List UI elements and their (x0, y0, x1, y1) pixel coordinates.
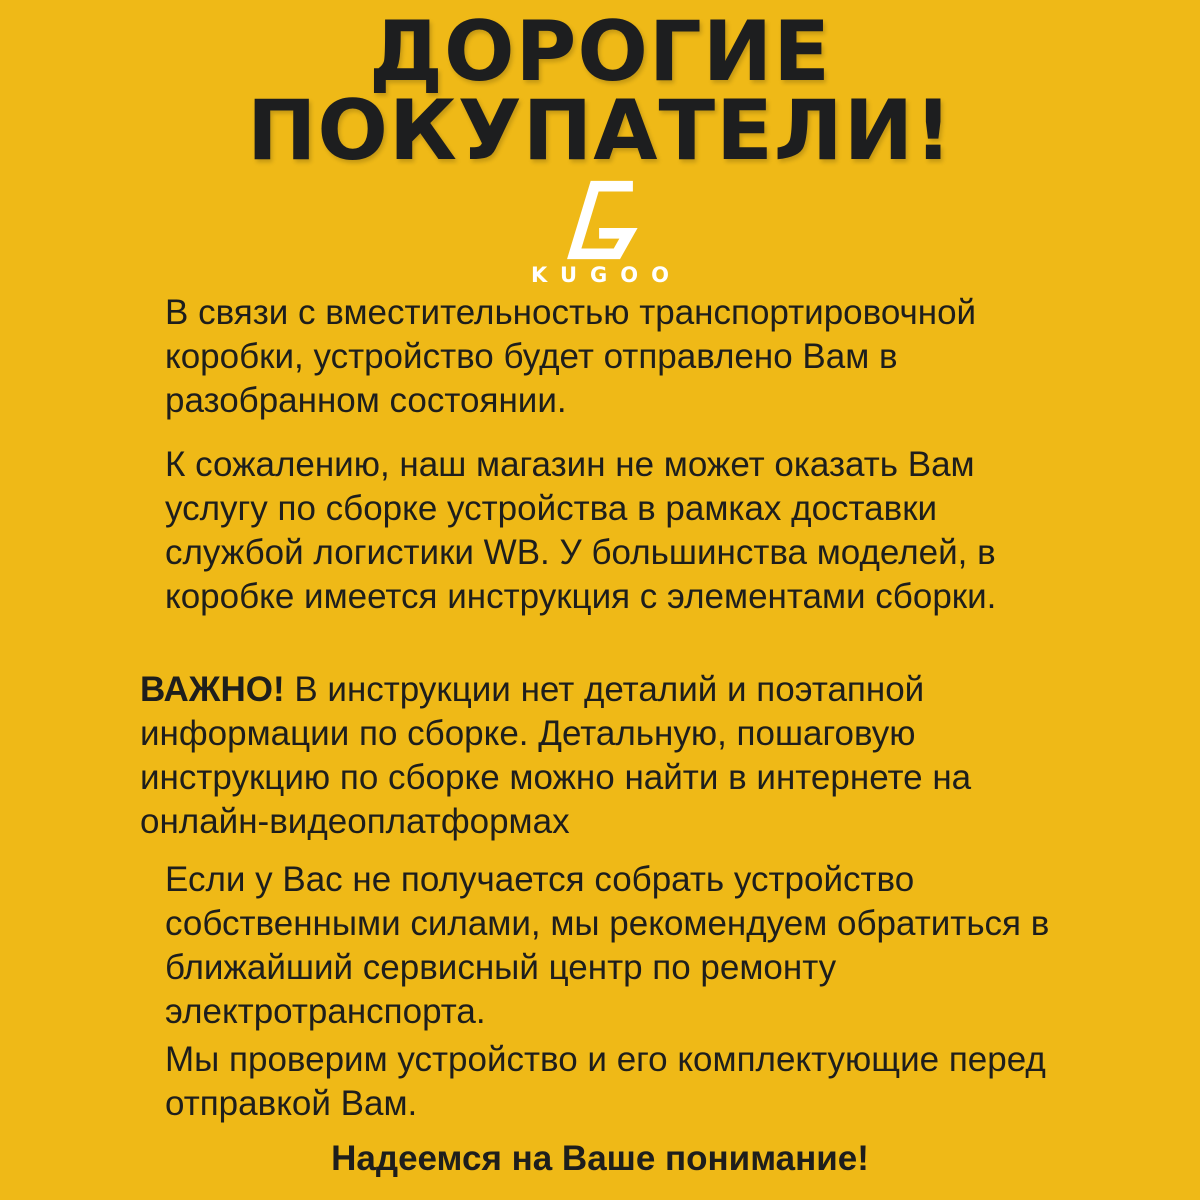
paragraph-important (140, 668, 1070, 844)
page-title-line2: ПОКУПАТЕЛИ! (246, 82, 954, 179)
paragraph-assembly-service: К сожалению, наш магазин не может оказать Вам услугу по сборке устройства в рамках доставки службой логистики WB. У большинства моделей, в коробке имеется инструкция с элементами сборки. (165, 445, 997, 616)
important-label: ВАЖНО! (140, 670, 285, 709)
kugoo-wordmark: KUGOO (531, 263, 682, 287)
paragraph-quality-check: Мы проверим устройство и его комплектующие перед отправкой Вам. (165, 1040, 1046, 1123)
page-title-line1: ДОРОГИЕ (369, 3, 831, 100)
paragraph-shipping-notice: В связи с вместительностью транспортировочной коробки, устройство будет отправлено Вам в разобранном состоянии. (165, 293, 977, 420)
kugoo-logo (0, 180, 1200, 287)
important-text: В инструкции нет деталий и поэтапной информации по сборке. Детальную, пошаговую инструкцию по сборке можно найти в интернете на онлайн-видеоплатформах (140, 670, 972, 841)
paragraph-service-center: Если у Вас не получается собрать устройство собственными силами, мы рекомендуем обратиться в ближайший сервисный центр по ремонту электротранспорта. (165, 860, 1050, 1031)
kugoo-g-icon (548, 180, 652, 260)
page-title (0, 3, 1200, 179)
footer-note: Надеемся на Ваше понимание! (331, 1139, 869, 1178)
